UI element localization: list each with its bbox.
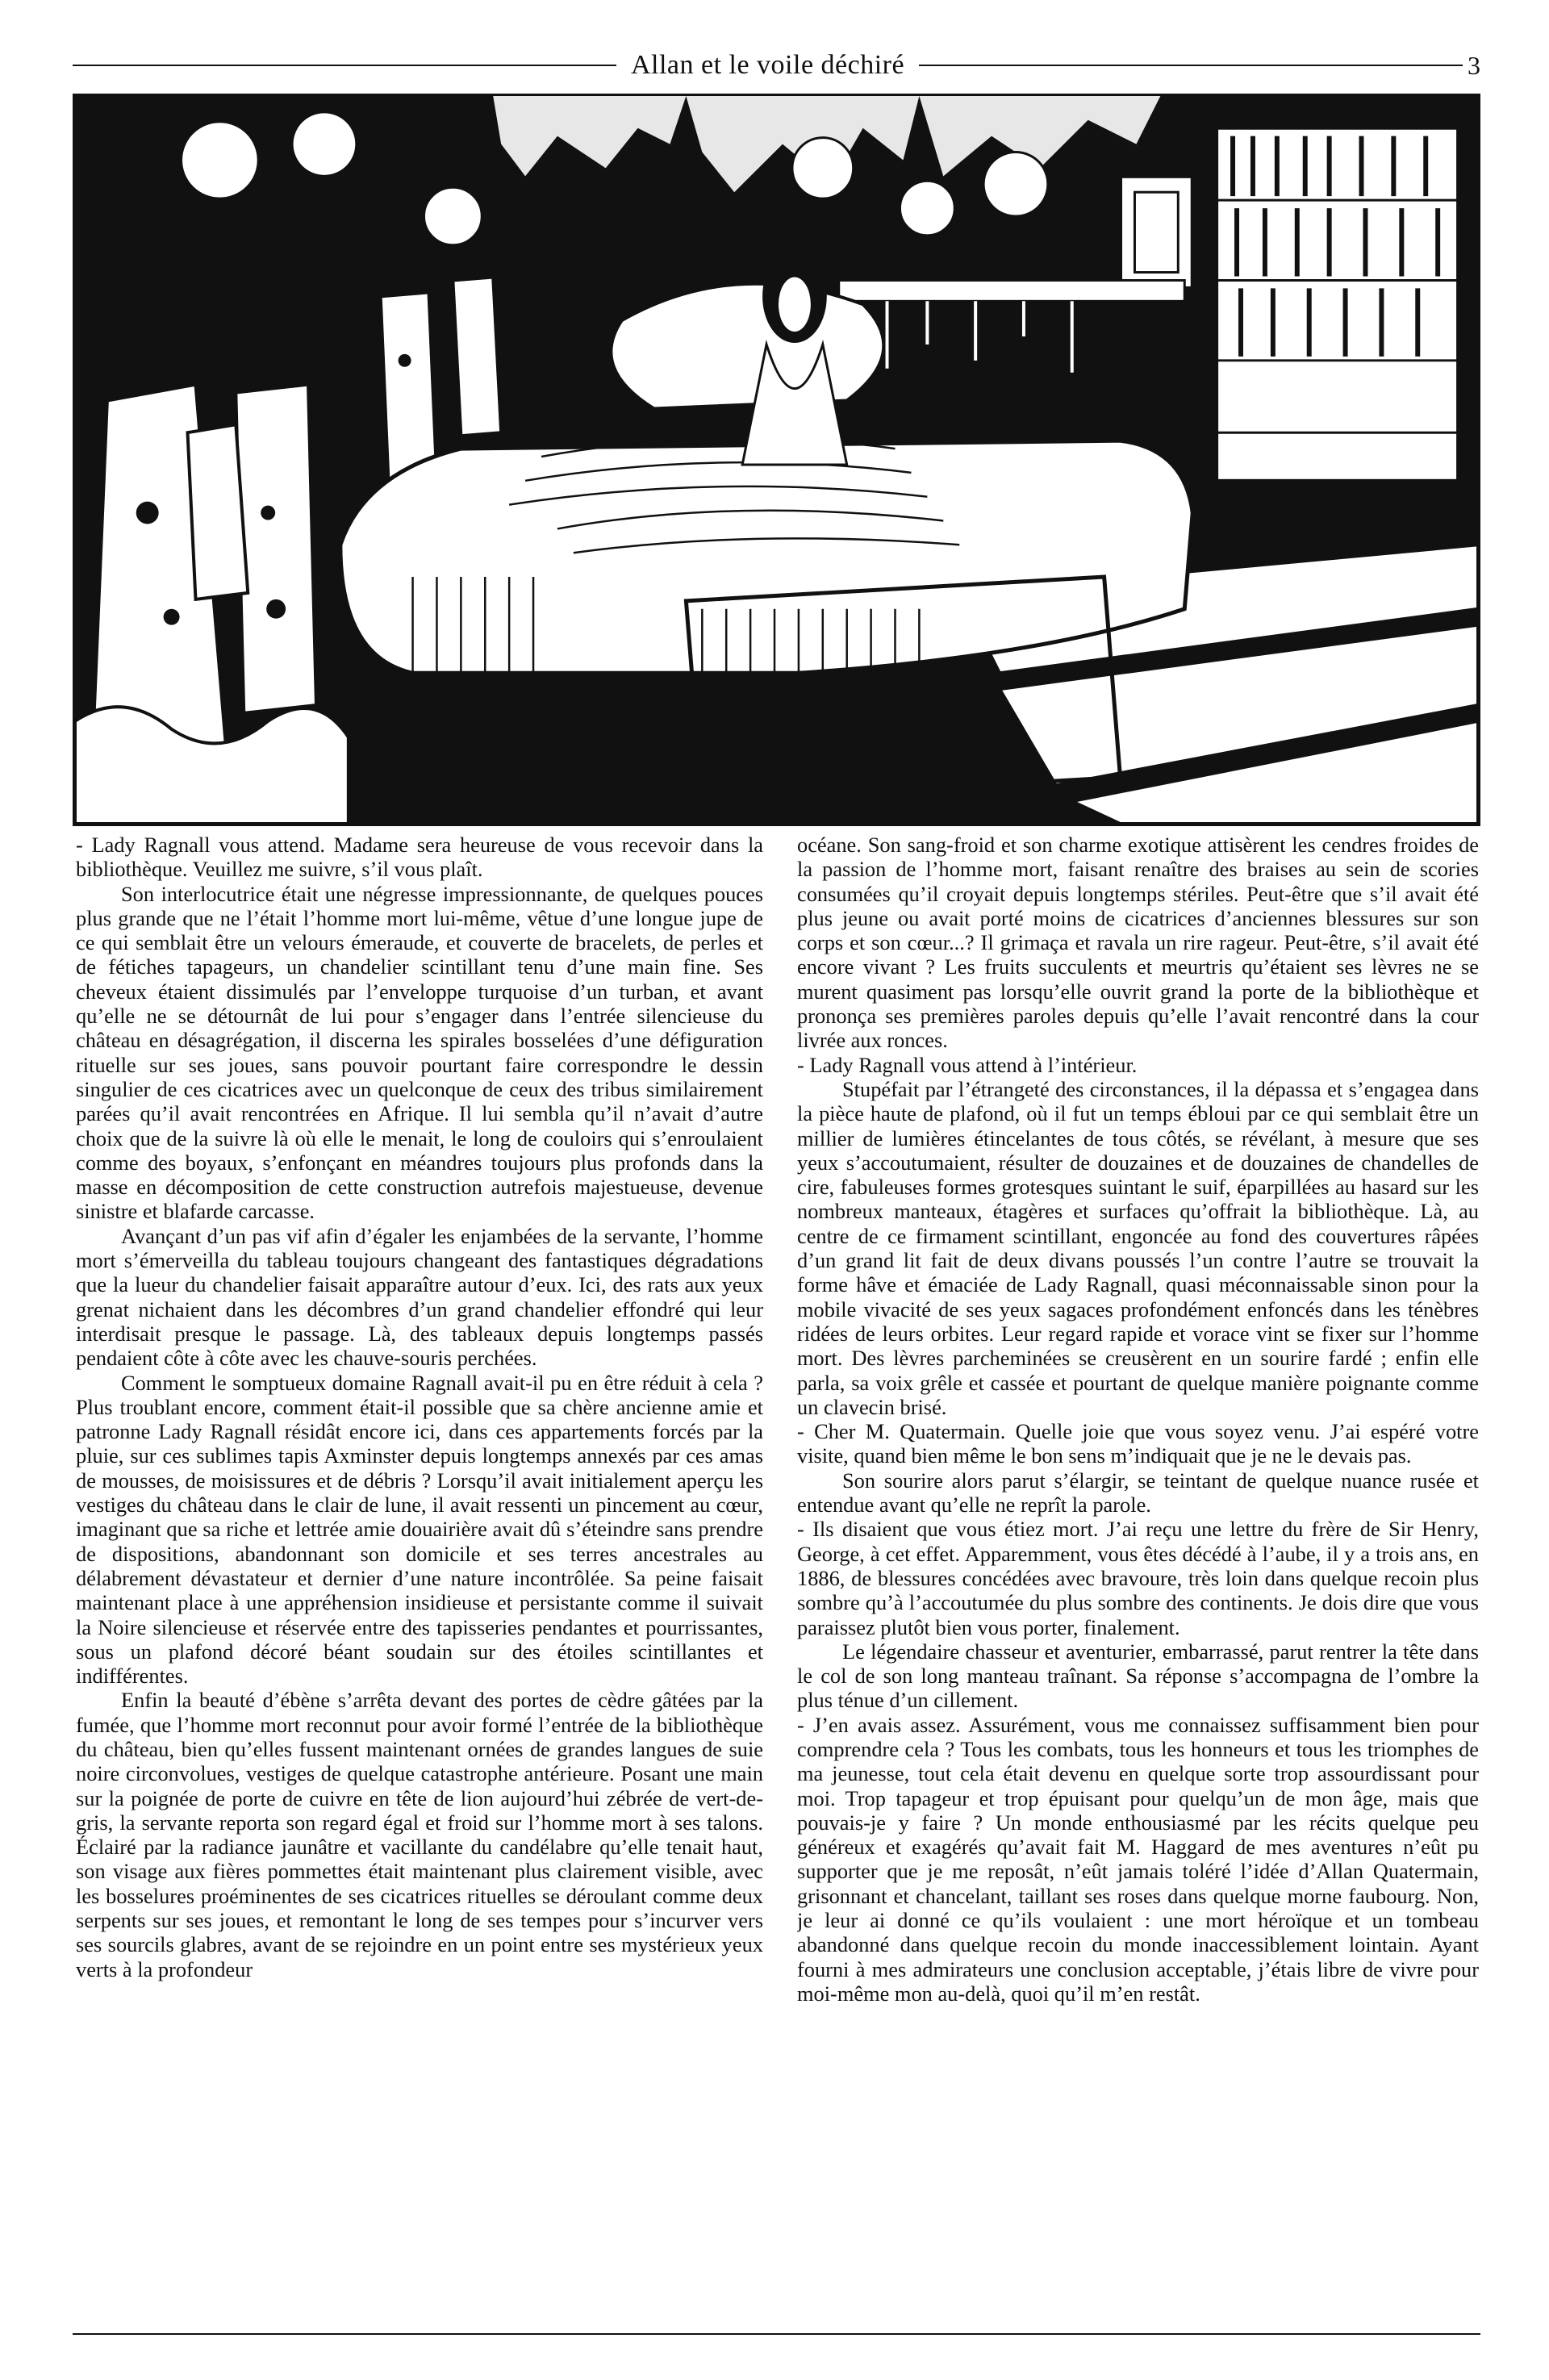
left-text-column — [76, 833, 763, 2329]
header-rule-right — [919, 65, 1463, 66]
footer-rule — [73, 2333, 1480, 2335]
paragraph: - Ils disaient que vous étiez mort. J’ai reçu une lettre du frère de Sir Henry, George, à cet effet. Apparemment, vous êtes décédé à l’aube, il y a trois ans, en 1886, de blessures concédées avec bravoure, très loin dans quelque recoin plus sombre qu’à l’accoutumée du plus sombre des continents. Je dois dire que vous paraissez plutôt bien vous porter, finalement. — [797, 1517, 1479, 1639]
paragraph: Comment le somptueux domaine Ragnall avait-il pu en être réduit à cela ? Plus troublant encore, comment était-il possible que sa chère ancienne amie et patronne Lady Ragnall résidât encore ici, dans ces appartements forcés par la pluie, sur ces sublimes tapis Axminster depuis longtemps annexés par ces amas de mousses, de moisissures et de débris ? Lorsqu’il avait initialement aperçu les vestiges du château dans le clair de lune, il avait ressenti un pincement au cœur, imaginant que sa riche et lettrée amie douairière avait dû s’éteindre sans prendre de dispositions, abandonnant son domicile et ses terres ancestrales au délabrement dévastateur et dernier d’une nature incontrôlée. Sa peine faisait maintenant place à une appréhension insidieuse et persistante comme il suivait la Noire silencieuse et réservée entre des tapisseries pendantes et pourrissantes, sous un plafond décoré béant soudain sur des étoiles scintillantes et indifférentes. — [76, 1370, 763, 1689]
paragraph: Stupéfait par l’étrangeté des circonstances, il la dépassa et s’engagea dans la pièce haute de plafond, où il fut un temps ébloui par ce qui semblait être un millier de lumières étincelantes de tous côtés, se révélant, à mesure que ses yeux s’accoutumaient, résulter de douzaines et de douzaines de chandelles de cire, fabuleuses formes grotesques suintant le suif, éparpillées au hasard sur les nombreux manteaux, étagères et surfaces qu’offrait la bibliothèque. Là, au centre de ce firmament scintillant, engoncée au fond des couvertures râpées d’un grand lit fait de deux divans poussés l’un contre l’autre se trouvait la forme hâve et émaciée de Lady Ragnall, quasi méconnaissable sinon pour la mobile vivacité de ses yeux sagaces profondément enfoncés dans les ténèbres ridées de leurs orbites. Leur regard rapide et vorace vint se fixer sur l’homme mort. Des lèvres parcheminées se creusèrent en un sourire fardé ; enfin elle parla, sa voix grêle et cassée et pourtant de quelque manière poignante comme un clavecin brisé. — [797, 1076, 1479, 1419]
paragraph: Son sourire alors parut s’élargir, se teintant de quelque nuance rusée et entendue avant qu’elle ne reprît la parole. — [797, 1468, 1479, 1518]
paragraph: - Lady Ragnall vous attend à l’intérieur. — [797, 1052, 1138, 1077]
paragraph: océane. Son sang-froid et son charme exotique attisèrent les cendres froides de la passion de l’homme mort, faisant renaître des braises au sein de scories consumées qu’il croyait depuis longtemps stériles. Peut-être que s’il avait été plus jeune ou avait porté moins de cicatrices d’anciennes blessures sur son corps et son cœur...? Il grimaça et ravala un rire rageur. Peut-être, s’il avait été encore vivant ? Les fruits succulents et meurtris qu’étaient ses lèvres ne se murent quasiment pas lorsqu’elle ouvrit grand la porte de la bibliothèque et prononça ses premières paroles depuis qu’elle l’avait rencontré dans la cour livrée aux ronces. — [797, 833, 1479, 1053]
paragraph: Enfin la beauté d’ébène s’arrêta devant des portes de cèdre gâtées par la fumée, que l’homme mort reconnut pour avoir formé l’entrée de la bibliothèque du château, bien qu’elles fussent maintenant ornées de grandes langues de suie noire circonvolues, vestiges de quelque catastrophe antérieure. Posant une main sur la poignée de porte de cuivre en tête de lion aujourd’hui zébrée de vert-de-gris, la servante reporta son regard égal et froid sur l’homme mort à ses talons. Éclairé par la radiance jaunâtre et vacillante du candélabre qu’elle tenait haut, son visage aux fières pommettes était maintenant plus clairement visible, avec les bosselures proéminentes de ses cicatrices rituelles se déroulant comme deux serpents sur ses joues, et remontant le long de ses tempes pour s’incurver vers ses sourcils glabres, avant de se rejoindre en un point entre ses mystérieux yeux verts à la profondeur — [76, 1688, 763, 1981]
right-text-column — [797, 833, 1479, 2329]
paragraph: Son interlocutrice était une négresse impressionnante, de quelques pouces plus grande que ne l’était l’homme mort lui-même, vêtue d’une longue jupe de ce qui semblait être un velours émeraude, et couverte de bracelets, de perles et de fétiches tapageurs, un chandelier scintillant tenu d’une main fine. Ses cheveux étaient dissimulés par l’enveloppe turquoise d’un turban, et avant qu’elle ne se détournât de lui pour s’engager dans l’entrée silencieuse du château en désagrégation, il discerna les spirales bosselées d’une défiguration rituelle sur ses joues, sans pouvoir pourtant faire correspondre le dessin singulier de ces cicatrices avec un quelconque de ceux des tribus similairement parées qu’il avait rencontrées en Afrique. Il lui sembla qu’il n’avait d’autre choix que de la suivre là où elle le menait, le long de couloirs qui s’enroulaient comme des boyaux, s’enfonçant en méandres toujours plus profonds dans la masse en décomposition de cette construction autrefois majestueuse, devenue sinistre et blafarde carcasse. — [76, 881, 763, 1224]
paragraph: - J’en avais assez. Assurément, vous me connaissez suffisamment bien pour comprendre cela ? Tous les combats, tous les honneurs et tous les triomphes de ma jeunesse, tout cela était devenu en quelque sorte trop assourdissant pour moi. Trop tapageur et trop épuisant pour quelqu’un de mon âge, mais que pouvais-je y faire ? Un monde enthousiasmé par les récits quelque peu généreux et exagérés qu’avait fait M. Haggard de mes aventures n’eût pu supporter que je me reposât, n’eût jamais toléré l’idée d’Allan Quatermain, grisonnant et chancelant, taillant ses roses dans quelque morne faubourg. Non, je leur ai donné ce qu’ils voulaient : une mort héroïque et un tombeau abandonné dans quelque recoin du monde inaccessiblement lointain. Ayant fourni à mes admirateurs une conclusion acceptable, j’étais libre de vivre pour moi-même mon au-delà, quoi qu’il m’en restât. — [797, 1712, 1479, 2006]
paragraph: - Lady Ragnall vous attend. Madame sera heureuse de vous recevoir dans la bibliothèque. Veuillez me suivre, s’il vous plaît. — [76, 833, 763, 882]
page-number: 3 — [1468, 50, 1481, 80]
ink-illustration — [73, 94, 1480, 826]
paragraph: Le légendaire chasseur et aventurier, embarrassé, parut rentrer la tête dans le col de son long manteau traînant. Sa réponse s’accompagna de l’ombre la plus ténue d’un cillement. — [797, 1639, 1479, 1713]
paragraph: Avançant d’un pas vif afin d’égaler les enjambées de la servante, l’homme mort s’émerveilla du tableau toujours changeant des fantastiques dégradations que la lueur du chandelier faisait apparaître autour d’eux. Ici, des rats aux yeux grenat nichaient dans les décombres d’un grand chandelier effondré qui leur interdisait presque le passage. Là, des tableaux depuis longtemps passés pendaient côte à côte avec les chauve-souris perchées. — [76, 1223, 763, 1371]
ink-illustration-library-candles-sofa-icon — [75, 96, 1478, 824]
paragraph: - Cher M. Quatermain. Quelle joie que vous soyez venu. J’ai espéré votre visite, quand bien même le bon sens m’indiquait que je ne le devais pas. — [797, 1419, 1479, 1468]
running-title: Allan et le voile déchiré — [630, 50, 905, 80]
header-rule-left — [73, 65, 616, 66]
running-header — [73, 45, 1480, 86]
